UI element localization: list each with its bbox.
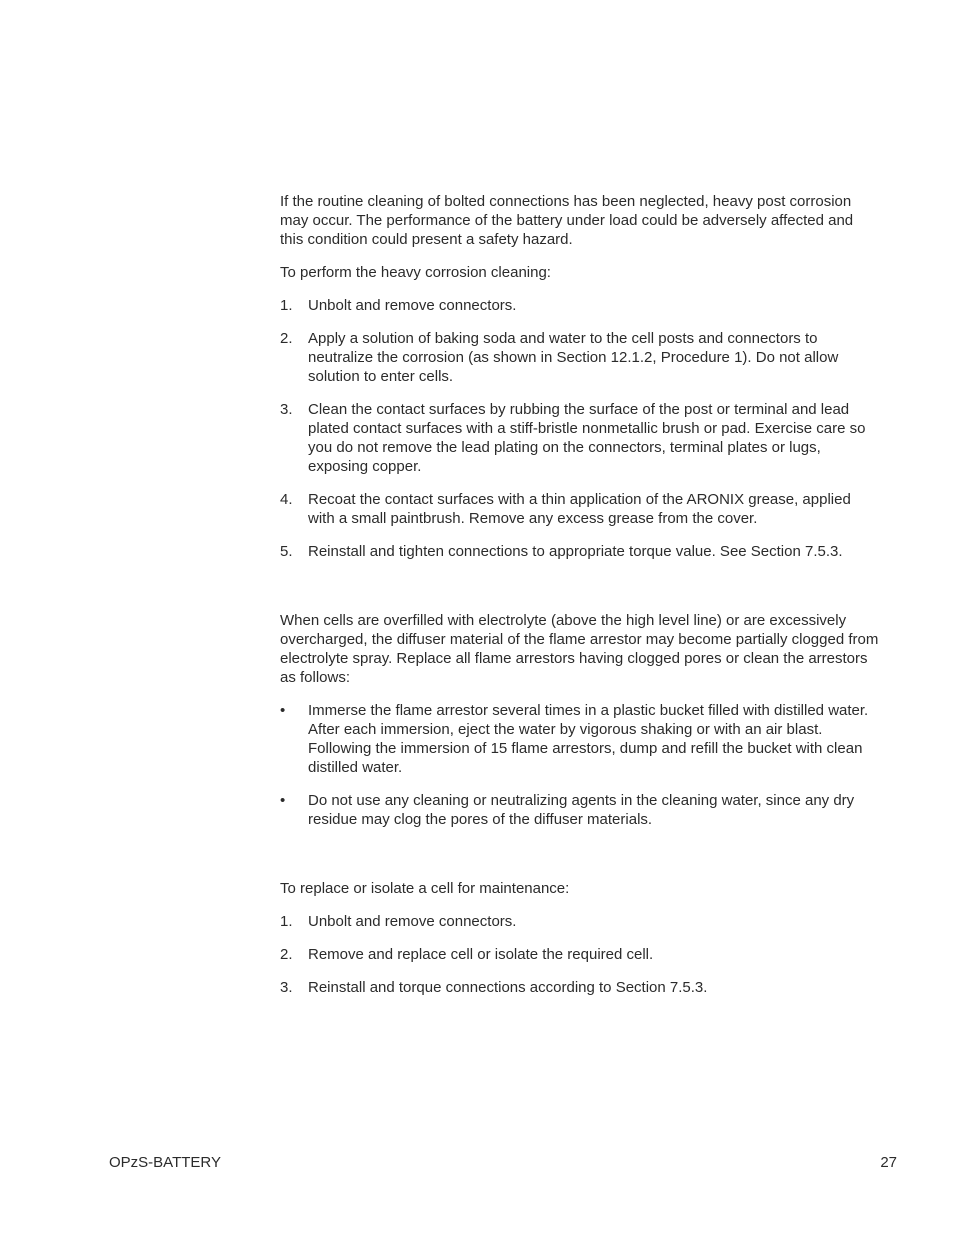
bullet-marker: • bbox=[280, 702, 286, 719]
list-item bbox=[280, 400, 880, 476]
list-item-text: Unbolt and remove connectors. bbox=[308, 913, 517, 930]
list-marker: 5. bbox=[280, 543, 293, 560]
list-item bbox=[280, 701, 880, 777]
cell-replacement-section bbox=[280, 879, 880, 997]
list-item-text: Unbolt and remove connectors. bbox=[308, 297, 517, 314]
footer-page-number: 27 bbox=[880, 1154, 897, 1171]
list-marker: 1. bbox=[280, 913, 293, 930]
list-item-text: Reinstall and torque connections according to Section 7.5.3. bbox=[308, 979, 708, 996]
list-item bbox=[280, 791, 880, 829]
lead-paragraph: To perform the heavy corrosion cleaning: bbox=[280, 264, 551, 281]
list-marker: 1. bbox=[280, 297, 293, 314]
list-item bbox=[280, 912, 880, 931]
list-item bbox=[280, 490, 880, 528]
list-item bbox=[280, 329, 880, 386]
list-marker: 4. bbox=[280, 491, 293, 508]
list-item-text: Remove and replace cell or isolate the required cell. bbox=[308, 946, 654, 963]
lead-paragraph: To replace or isolate a cell for maintenance: bbox=[280, 880, 570, 897]
list-item-text: Recoat the contact surfaces with a thin application of the ARONIX grease, applied with a small paintbrush. Remove any excess grease from the cover. bbox=[308, 491, 851, 527]
numbered-list bbox=[280, 296, 880, 561]
numbered-list bbox=[280, 912, 880, 997]
list-item-text: Immerse the flame arrestor several times in a plastic bucket filled with distilled water. After each immersion, eject the water by vigorous shaking or with an air blast. Following the immersion of 15 flame arrestors, dump and refill the bucket with clean distilled water. bbox=[308, 702, 869, 776]
list-item-text: Apply a solution of baking soda and water to the cell posts and connectors to neutralize the corrosion (as shown in Section 12.1.2, Procedure 1). Do not allow solution to enter cells. bbox=[308, 330, 839, 385]
footer-document-title: OPzS-BATTERY bbox=[109, 1154, 221, 1171]
list-item-text: Clean the contact surfaces by rubbing the surface of the post or terminal and lead plated contact surfaces with a stiff-bristle nonmetallic brush or pad. Exercise care so you do not remove the lead plating on the connectors, terminal plates or lugs, exposing copper. bbox=[308, 401, 866, 475]
bullet-list bbox=[280, 701, 880, 829]
list-item-text: Reinstall and tighten connections to appropriate torque value. See Section 7.5.3. bbox=[308, 543, 843, 560]
list-marker: 3. bbox=[280, 979, 293, 996]
bullet-marker: • bbox=[280, 792, 286, 809]
intro-paragraph: If the routine cleaning of bolted connections has been neglected, heavy post corrosion may occur. The performance of the battery under load could be adversely affected and this condition could present a safety hazard. bbox=[280, 193, 854, 248]
list-marker: 2. bbox=[280, 330, 293, 347]
section-spacer bbox=[280, 843, 880, 879]
list-item bbox=[280, 945, 880, 964]
list-item-text: Do not use any cleaning or neutralizing agents in the cleaning water, since any dry residue may clog the pores of the diffuser materials. bbox=[308, 792, 855, 828]
page-content bbox=[280, 192, 880, 1011]
list-item bbox=[280, 296, 880, 315]
intro-paragraph: When cells are overfilled with electrolyte (above the high level line) or are excessively overcharged, the diffuser material of the flame arrestor may become partially clogged from electrolyte spray. Replace all flame arrestors having clogged pores or clean the arrestors as follows: bbox=[280, 612, 879, 686]
list-marker: 2. bbox=[280, 946, 293, 963]
flame-arrestor-section bbox=[280, 611, 880, 829]
list-marker: 3. bbox=[280, 401, 293, 418]
heavy-corrosion-section bbox=[280, 192, 880, 561]
list-item bbox=[280, 978, 880, 997]
section-spacer bbox=[280, 575, 880, 611]
list-item bbox=[280, 542, 880, 561]
